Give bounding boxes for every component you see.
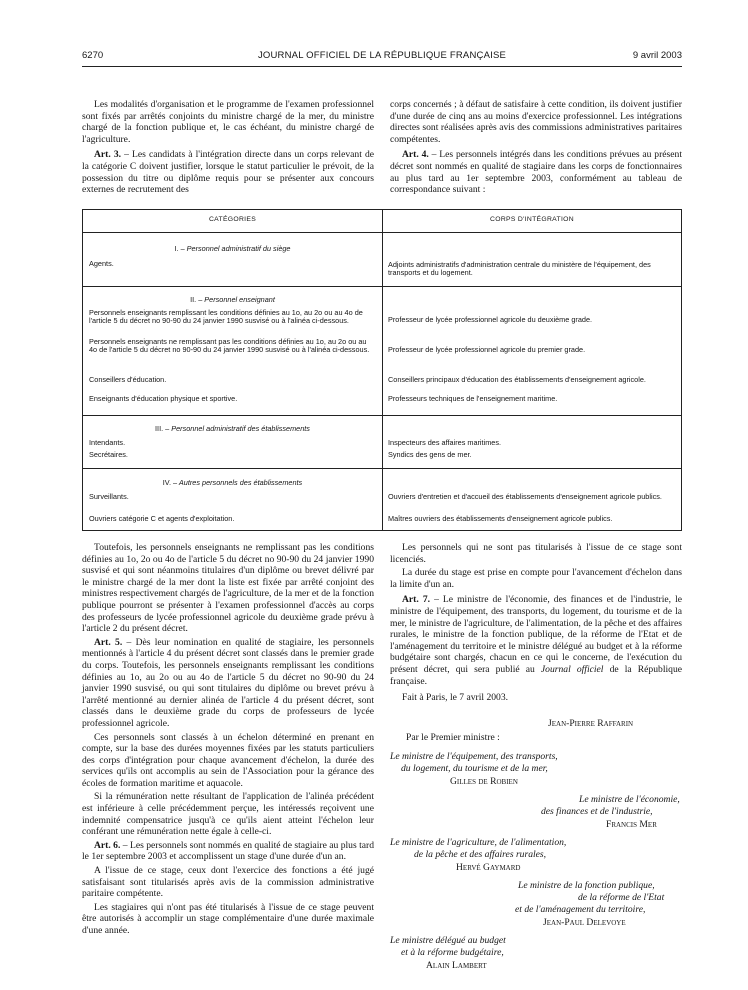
table-cell-category: Agents.	[89, 259, 114, 268]
paragraph: Les stagiaires qui n'ont pas été titularisés à l'issue de ce stage peuvent être autorisés à accomplir un stage complémentaire d'une durée maximale d'une année.	[82, 901, 374, 936]
paragraph: La durée du stage est prise en compte pour l'avancement d'échelon dans la limite d'un an.	[390, 567, 682, 590]
section-divider	[83, 468, 681, 469]
signatory-name: Francis Mer	[606, 819, 657, 830]
table-header-categories: CATÉGORIES	[208, 216, 257, 223]
article-text: – Les personnels intégrés dans les conditions prévues au présent décret sont nommés en qualité de stagiaire dans les corps de fonctionnaires au plus tard au 1er septembre 2003, conformément au tableau de correspondance suivant :	[390, 149, 683, 196]
paragraph: Ces personnels sont classés à un échelon déterminé en prenant en compte, sur la base des durées moyennes fixées par les statuts particuliers des corps d'intégration pour chaque avancement d'échelon, la durée des services qu'ils ont accomplis au sein de l'Association pour la gérance des écoles de formation maritime et aquacole.	[82, 731, 374, 789]
bottom-right-column	[390, 542, 682, 706]
table-cell-corps: Adjoints administratifs d'administration centrale du ministère de l'équipement, des transports et du logement.	[388, 260, 651, 278]
article-label: Art. 3.	[94, 149, 122, 161]
table-cell-category: Ouvriers catégorie C et agents d'exploitation.	[89, 514, 235, 523]
article-text: – Dès leur nomination en qualité de stagiaire, les personnels mentionnés à l'article 4 du présent décret sont classés dans le premier grade du corps. Toutefois, les personnels enseignants remplissant les conditions définies au 1o, au 2o ou au 4o de l'article 5 du décret no 90-90 du 24 janvier 1990 susvisé, ou qui sont titulaires du diplôme ou brevet prévu à l'arrêté mentionné au dernier alinéa de l'article 4 du présent décret, sont classés dans le deuxième grade du corps de professeurs de lycée professionnel agricole.	[82, 636, 375, 729]
table-cell-category: Personnels enseignants remplissant les conditions définies au 1o, au 2o ou au 4o de l'article 5 du décret no 90-90 du 24 janvier 1990 susvisé ou à l'alinéa ci-dessous.	[89, 308, 363, 326]
paragraph: Si la rémunération nette résultant de l'application de l'alinéa précédent est inférieure à celle précédemment perçue, les intéressés reçoivent une indemnité compensatrice jusqu'à ce qu'ils aient atteint l'échelon leur conférant une rémunération nette égale à celle-ci.	[82, 791, 374, 838]
paragraph: corps concernés ; à défaut de satisfaire à cette condition, ils doivent justifier d'une durée de cinq ans au moins d'exercice professionnel. Les intégrations directes sont réalisées après avis des commissions administratives paritaires compétentes.	[390, 99, 682, 145]
column-divider	[382, 210, 383, 530]
table-cell-corps: Professeur de lycée professionnel agricole du deuxième grade.	[388, 315, 593, 324]
paragraph: A l'issue de ce stage, ceux dont l'exercice des fonctions a été jugé satisfaisant sont titularisés après avis de la commission administrative paritaire compétente.	[82, 865, 374, 900]
table-cell-corps: Professeur de lycée professionnel agricole du premier grade.	[388, 345, 586, 354]
issue-date: 9 avril 2003	[632, 50, 682, 61]
table-cell-corps: Inspecteurs des affaires maritimes.	[388, 438, 502, 447]
section-title: II. – Personnel enseignant	[190, 295, 275, 304]
article-label: Art. 7.	[402, 594, 431, 606]
signatory-title: du logement, du tourisme et de la mer,	[401, 763, 548, 774]
table-cell-category: Secrétaires.	[89, 450, 128, 459]
paragraph: Les modalités d'organisation et le programme de l'examen professionnel sont fixés par arrêtés conjoints du ministre chargé de la mer, du ministre chargé de la fonction publique et, le cas échéant, du ministre chargé de l'agriculture.	[82, 99, 374, 145]
article-text: – Le ministre de l'économie, des finances et de l'industrie, le ministre de l'équipement, des transports, du logement, du tourisme et de la mer, le ministre de l'agriculture, de l'alimentation, de la pêche et des affaires rurales, le ministre de la fonction publique, de la réforme de l'Etat et de l'aménagement du territoire et le ministre délégué au budget et à la réforme budgétaire sont chargés, chacun en ce qui le concerne, de l'exécution du présent décret, qui sera publié au	[390, 594, 683, 675]
bottom-left-column	[82, 542, 374, 939]
section-title: I. – Personnel administratif du siège	[174, 244, 291, 253]
header-divider	[83, 232, 681, 233]
top-right-column	[390, 99, 682, 198]
journal-reference: Journal officiel	[540, 663, 604, 675]
paragraph: Les personnels qui ne sont pas titularisés à l'issue de ce stage sont licenciés.	[390, 542, 682, 565]
section-title: IV. – Autres personnels des établissements	[162, 478, 303, 487]
table-cell-corps: Conseillers principaux d'éducation des établissements d'enseignement agricole.	[388, 375, 646, 384]
article-label: Art. 4.	[402, 149, 429, 161]
table-cell-category: Personnels enseignants ne remplissant pas les conditions définies au 1o, au 2o ou au 4o de l'article 5 du décret no 90-90 du 24 janvier 1990 susvisé ou à l'alinéa ci-dessous.	[89, 337, 370, 355]
top-left-column	[82, 99, 374, 198]
table-cell-category: Enseignants d'éducation physique et sportive.	[89, 394, 238, 403]
article-label: Art. 5.	[94, 636, 123, 648]
table-cell-corps: Maîtres ouvriers des établissements d'enseignement agricole publics.	[388, 514, 613, 523]
article-text: – Les candidats à l'intégration directe dans un corps relevant de la catégorie C doivent justifier, lorsque le statut particulier le prévoit, de la possession du titre ou diplôme requis pour se présenter aux concours externes de recrutement des	[82, 149, 375, 196]
article-5	[82, 637, 374, 730]
article-4	[390, 149, 682, 195]
signatory-title: des finances et de l'industrie,	[541, 806, 653, 817]
signatory-name: Gilles de Robien	[450, 776, 518, 787]
table-header-corps: CORPS D'INTÉGRATION	[490, 216, 574, 223]
done-at: Fait à Paris, le 7 avril 2003.	[402, 692, 509, 704]
table-cell-corps: Ouvriers d'entretien et d'accueil des établissements d'enseignement agricole publics.	[388, 492, 662, 501]
signature-prefix: Par le Premier ministre :	[406, 732, 500, 743]
signatory-title: de la réforme de l'Etat	[578, 892, 665, 903]
correspondence-table	[82, 209, 682, 531]
table-cell-category: Surveillants.	[89, 492, 129, 501]
signatory-name: Jean-Pierre Raffarin	[548, 718, 634, 729]
signatory-name: Jean-Paul Delevoye	[543, 917, 626, 928]
article-label: Art. 6.	[94, 839, 121, 851]
signatory-title: de la pêche et des affaires rurales,	[414, 849, 547, 860]
section-divider	[83, 415, 681, 416]
header-rule	[82, 66, 682, 67]
article-text: – Les personnels sont nommés en qualité de stagiaire au plus tard le 1er septembre 2003 et accomplissent un stage d'une durée d'un an.	[82, 839, 375, 863]
signatory-title: Le ministre de la fonction publique,	[518, 880, 655, 891]
paragraph: Toutefois, les personnels enseignants ne remplissant pas les conditions définies au 1o, 2o ou 4o de l'article 5 du décret no 90-90 du 24 janvier 1990 susvisé et qui sont néanmoins titulaires d'un diplôme ou brevet délivré par le ministre chargé de la mer dont la liste est fixée par arrêté conjoint des ministres respectivement chargés de l'agriculture, de la mer et de la fonction publique pourront se présenter à l'examen professionnel d'accès au corps des professeurs de lycée professionnel agricole du deuxième grade prévu à l'article 2 du présent décret.	[82, 542, 374, 635]
closing-text: de la République française.	[390, 663, 683, 687]
page-number: 6270	[82, 50, 104, 61]
signatory-name: Hervé Gaymard	[456, 862, 521, 873]
article-3	[82, 149, 374, 195]
table-cell-category: Intendants.	[89, 438, 126, 447]
signatory-title: Le ministre de l'agriculture, de l'alimentation,	[390, 837, 567, 848]
article-6	[82, 840, 374, 863]
section-divider	[83, 286, 681, 287]
signatory-title: Le ministre délégué au budget	[390, 935, 506, 946]
article-7	[390, 594, 682, 687]
section-title: III. – Personnel administratif des établissements	[155, 424, 310, 433]
signatory-title: et à la réforme budgétaire,	[401, 947, 504, 958]
signatory-title: et de l'aménagement du territoire,	[515, 904, 646, 915]
journal-title: JOURNAL OFFICIEL DE LA RÉPUBLIQUE FRANÇAISE	[257, 50, 507, 61]
running-header	[82, 50, 682, 64]
table-cell-category: Conseillers d'éducation.	[89, 375, 167, 384]
signatory-title: Le ministre de l'équipement, des transports,	[390, 751, 558, 762]
table-cell-corps: Professeurs techniques de l'enseignement maritime.	[388, 394, 558, 403]
signatory-title: Le ministre de l'économie,	[579, 794, 680, 805]
signatory-name: Alain Lambert	[426, 960, 487, 971]
table-cell-corps: Syndics des gens de mer.	[388, 450, 472, 459]
